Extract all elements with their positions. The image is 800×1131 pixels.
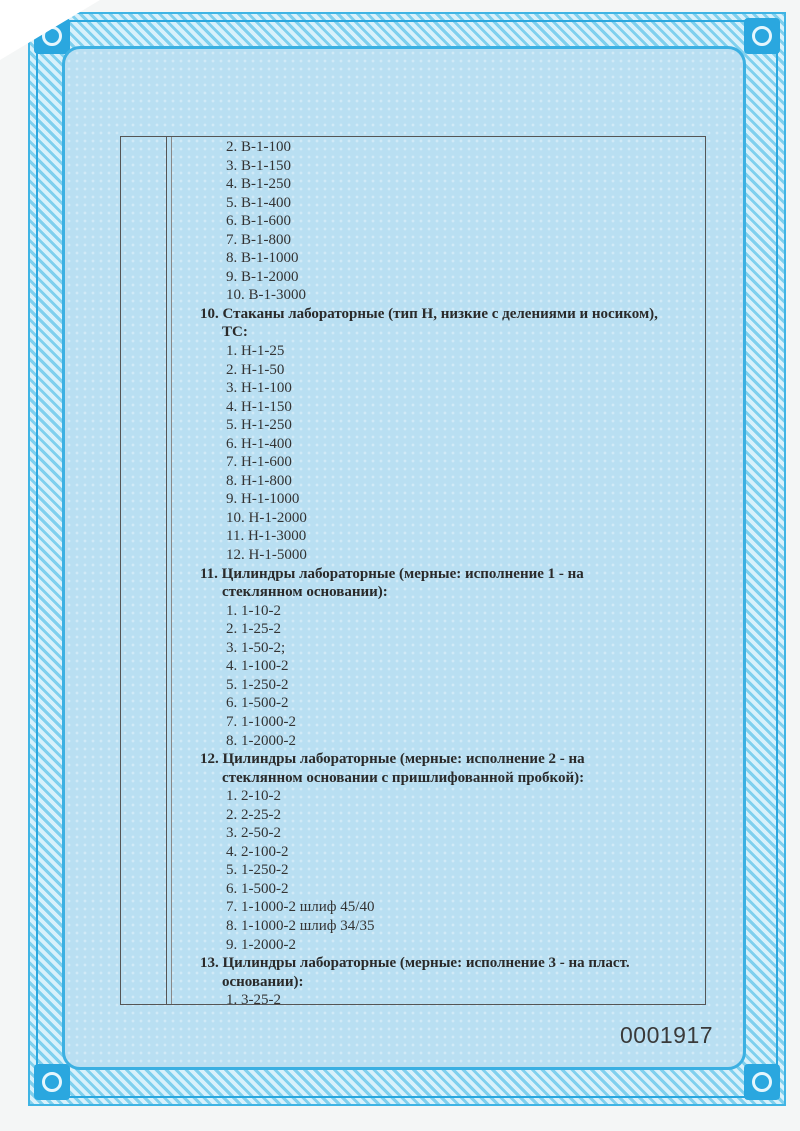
list-item: 8. Н-1-800	[226, 472, 292, 489]
section-heading-line: стеклянном основании):	[222, 584, 388, 601]
corner-ornament-icon	[744, 1064, 780, 1100]
corner-ornament-icon	[34, 1064, 70, 1100]
section-heading	[200, 565, 705, 602]
list-item: 10. В-1-3000	[226, 287, 306, 304]
section-heading-line: 11. Цилиндры лабораторные (мерные: исполнение 1 - на	[200, 565, 584, 582]
list-item: 10. Н-1-2000	[226, 509, 307, 526]
list-item: 5. В-1-400	[226, 194, 291, 211]
list-item: 7. Н-1-600	[226, 454, 292, 471]
list-item: 1. 3-25-2	[226, 992, 281, 1009]
list-item: 8. В-1-1000	[226, 250, 299, 267]
list-item: 2. 2-25-2	[226, 806, 281, 823]
section-heading	[200, 750, 705, 787]
list-item: 6. 1-500-2	[226, 880, 289, 897]
column-divider	[171, 137, 172, 1004]
section-heading-line: 10. Стаканы лабораторные (тип Н, низкие с делениями и носиком),	[200, 305, 658, 322]
items-table	[120, 136, 706, 1009]
list-item: 3. 1-50-2;	[226, 639, 286, 656]
list-item: 3. Н-1-100	[226, 380, 292, 397]
list-item: 11. Н-1-3000	[226, 528, 307, 545]
column-divider	[166, 137, 167, 1004]
list-item: 8. 1-2000-2	[226, 732, 296, 749]
list-item: 1. Н-1-25	[226, 343, 285, 360]
list-item: 6. В-1-600	[226, 213, 291, 230]
items-list	[200, 138, 705, 1010]
list-item: 4. Н-1-150	[226, 398, 292, 415]
section-heading	[200, 954, 705, 991]
list-item: 9. Н-1-1000	[226, 491, 300, 508]
section-heading-line: стеклянном основании с пришлифованной пробкой):	[222, 769, 585, 786]
list-item: 2. В-1-100	[226, 139, 291, 155]
list-item: 6. Н-1-400	[226, 435, 292, 452]
list-item: 7. В-1-800	[226, 231, 291, 248]
list-item: 4. 1-100-2	[226, 658, 289, 675]
list-item: 7. 1-1000-2	[226, 713, 296, 730]
list-item: 3. 2-50-2	[226, 825, 281, 842]
list-item: 4. В-1-250	[226, 176, 291, 193]
list-item: 5. 1-250-2	[226, 676, 289, 693]
section-heading-line: основании):	[222, 973, 304, 990]
list-item: 4. 2-100-2	[226, 843, 289, 860]
list-item: 2. 1-25-2	[226, 621, 281, 638]
list-item: 9. 1-2000-2	[226, 936, 296, 953]
section-heading-line: 12. Цилиндры лабораторные (мерные: исполнение 2 - на	[200, 751, 585, 768]
list-item: 12. Н-1-5000	[226, 547, 307, 564]
serial-number: 0001917	[620, 1022, 714, 1048]
list-item: 6. 1-500-2	[226, 695, 289, 712]
list-item: 2. Н-1-50	[226, 361, 285, 378]
list-item: 5. Н-1-250	[226, 417, 292, 434]
list-item: 1. 1-10-2	[226, 602, 281, 619]
corner-ornament-icon	[744, 18, 780, 54]
list-item: 9. В-1-2000	[226, 268, 299, 285]
section-heading-line: 13. Цилиндры лабораторные (мерные: исполнение 3 - на пласт.	[200, 955, 630, 972]
list-item: 7. 1-1000-2 шлиф 45/40	[226, 899, 375, 916]
list-item: 5. 1-250-2	[226, 862, 289, 879]
list-item: 1. 2-10-2	[226, 788, 281, 805]
section-heading	[200, 305, 705, 342]
list-item: 3. В-1-150	[226, 157, 291, 174]
page-fold	[0, 0, 100, 60]
section-heading-line: ТС:	[222, 324, 248, 341]
list-item: 8. 1-1000-2 шлиф 34/35	[226, 917, 375, 934]
